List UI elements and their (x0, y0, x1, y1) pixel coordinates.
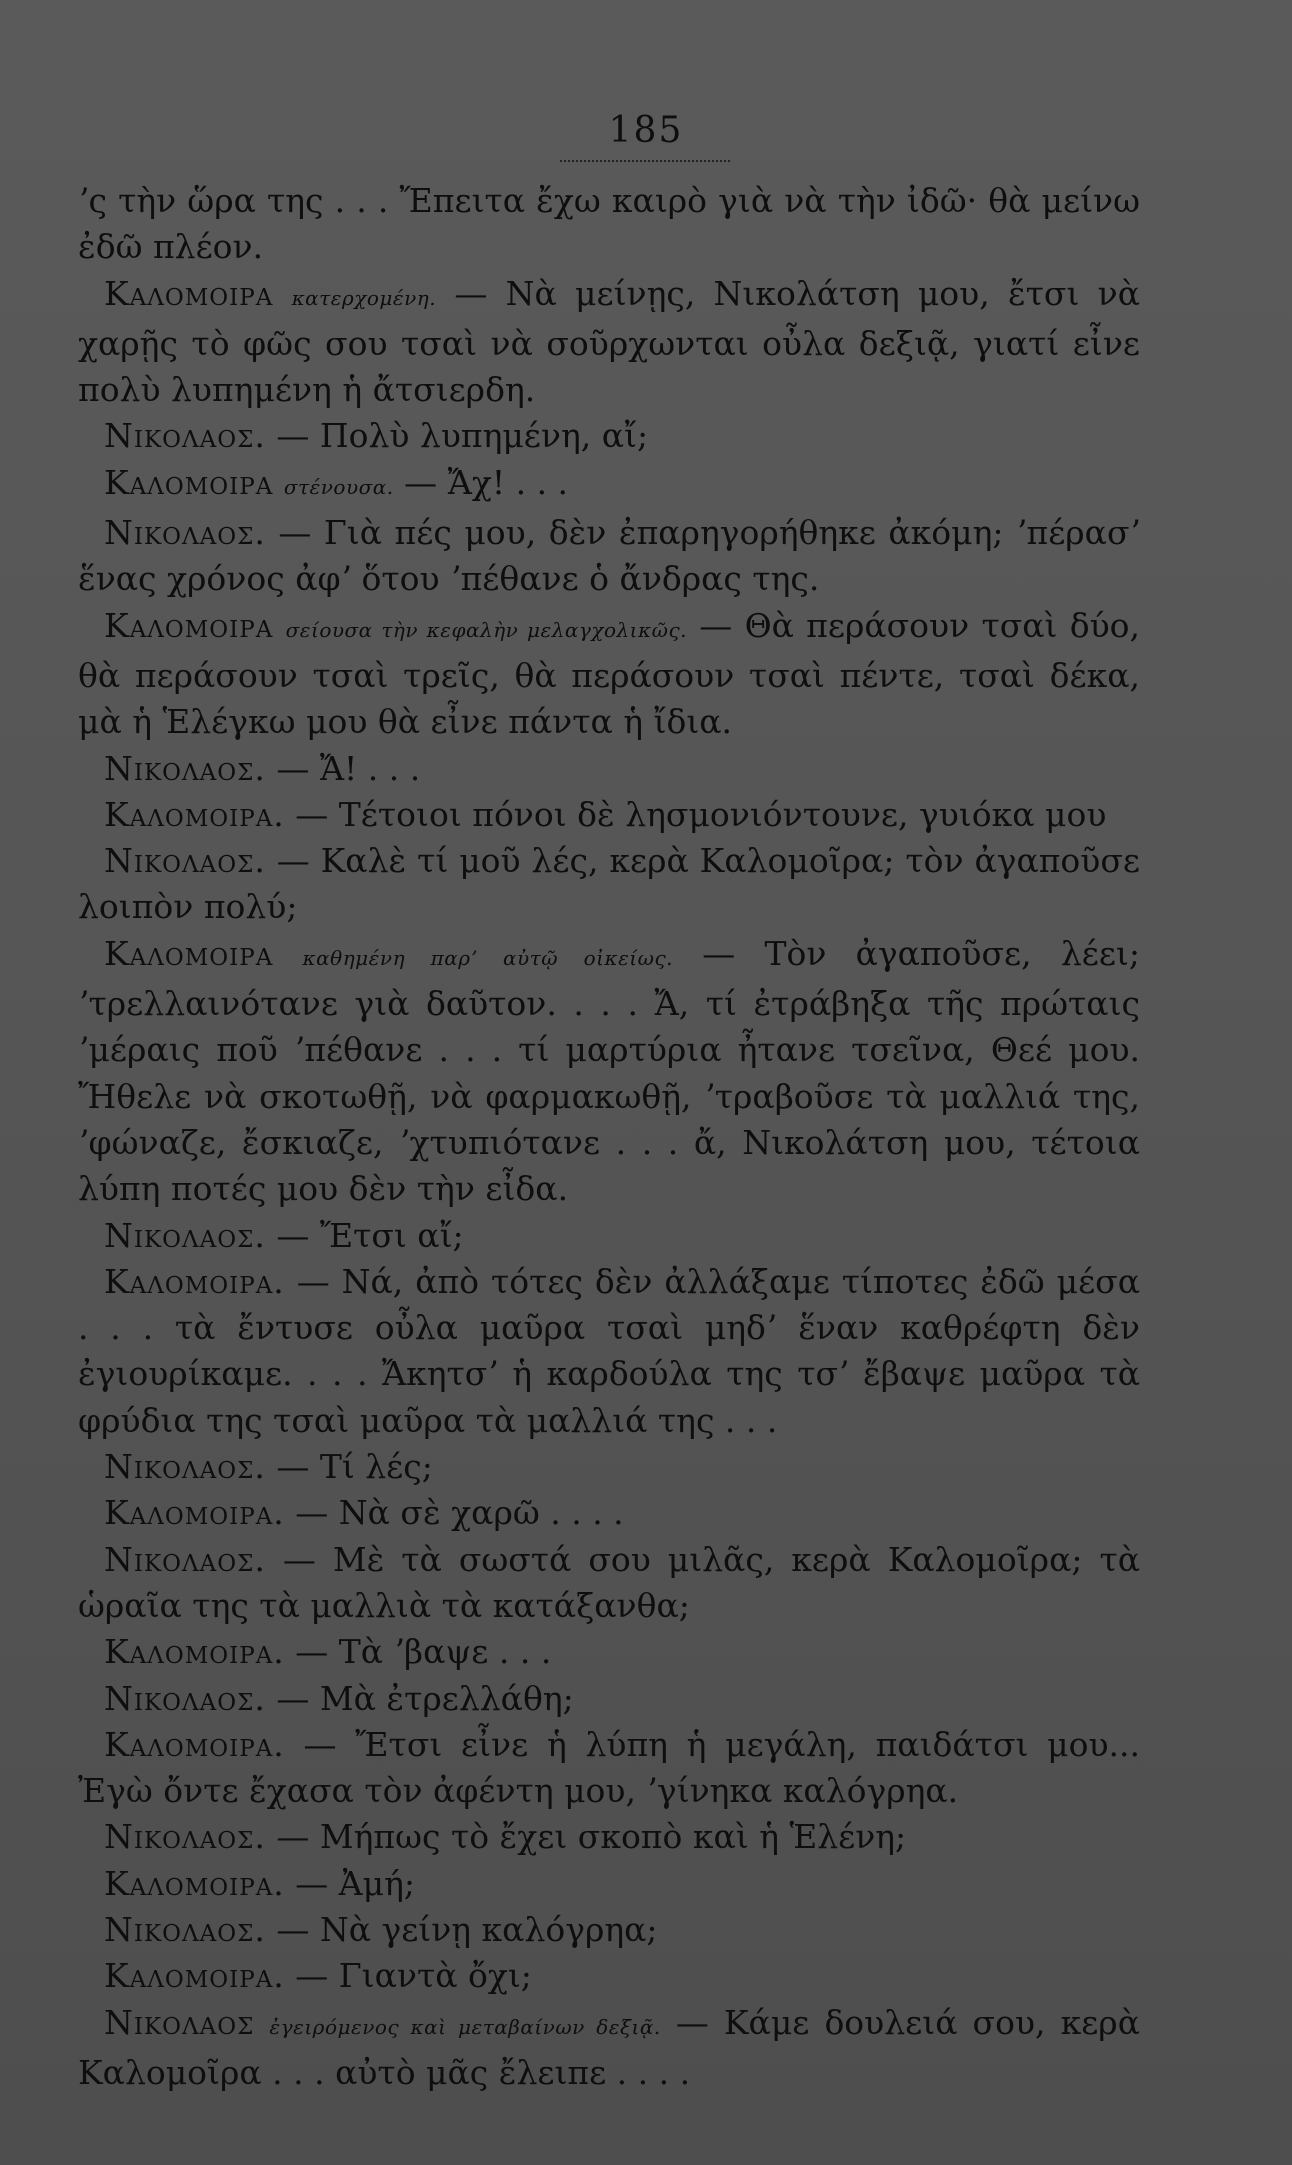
dialogue-paragraph (78, 460, 1140, 510)
speaker-name: Νικολαος. (104, 1678, 266, 1718)
speaker-name: Νικολαος. (104, 513, 266, 553)
dialogue-paragraph (78, 1537, 1140, 1630)
page-number-rule (560, 160, 730, 162)
dialogue-line: — Νὰ σὲ χαρῶ . . . . (295, 1493, 624, 1533)
dialogue-paragraph (78, 1259, 1140, 1444)
dialogue-line: — Θὰ περάσουν τσαὶ δύο, θὰ περάσουν τσαὶ τρεῖς, θὰ περάσουν τσαὶ πέντε, τσαὶ δέκα, μὰ ἡ Ἑλέγκω μου θὰ εἶνε πάντα ἡ ἴδια. (78, 605, 1141, 742)
dialogue-paragraph (78, 1814, 1140, 1860)
dialogue-paragraph (78, 510, 1140, 603)
dialogue-paragraph (78, 746, 1140, 792)
speaker-name: Νικολαος. (104, 416, 266, 456)
speaker-name: Καλομοιρα. (104, 1863, 285, 1903)
dialogue-paragraph (78, 1722, 1140, 1815)
dialogue-paragraph (78, 1861, 1140, 1907)
dialogue-paragraph (78, 1676, 1140, 1722)
dialogue-paragraph (78, 838, 1140, 931)
speaker-name: Καλομοιρα (104, 605, 274, 645)
stage-direction: κατερχομένη. (291, 285, 437, 310)
page-number: 185 (608, 110, 684, 151)
speaker-name: Καλομοιρα. (104, 1261, 285, 1301)
speaker-name: Νικολαος (104, 2002, 255, 2042)
dialogue-line: — Ἄ! . . . (276, 748, 421, 788)
dialogue-line: — Γιὰ πές μου, δὲν ἐπαρηγορήθηκε ἀκόμη; ʼπέρασʼ ἕνας χρόνος ἀφʼ ὅτου ʼπέθανε ὁ ἄνδρας της. (78, 513, 1140, 599)
dialogue-line: — Καλὲ τί μοῦ λές, κερὰ Καλομοῖρα; τὸν ἀγαποῦσε λοιπὸν πολύ; (78, 841, 1140, 927)
dialogue-line: — Μὰ ἐτρελλάθη; (276, 1678, 574, 1718)
speaker-name: Καλομοιρα (104, 273, 274, 313)
dialogue-line: — Τὰ ʼβαψε . . . (295, 1632, 552, 1672)
speaker-name: Νικολαος. (104, 1817, 266, 1857)
dialogue-paragraph (78, 1490, 1140, 1536)
stage-direction: στένουσα. (283, 474, 394, 499)
speaker-name: Καλομοιρα. (104, 1724, 285, 1764)
dialogue-line: ʼς τὴν ὥρα της . . . Ἔπειτα ἔχω καιρὸ γιὰ νὰ τὴν ἰδῶ· θὰ μείνω ἐδῶ πλέον. (78, 181, 1140, 267)
dialogue-line: — Πολὺ λυπημένη, αἴ; (276, 416, 649, 456)
speaker-name: Καλομοιρα (104, 933, 274, 973)
speaker-name: Νικολαος. (104, 1447, 266, 1487)
dialogue-line: — Μήπως τὸ ἔχει σκοπὸ καὶ ἡ Ἑλένη; (276, 1817, 907, 1857)
speaker-name: Νικολαος. (104, 1909, 266, 1949)
dialogue-paragraph (78, 2000, 1140, 2097)
dialogue-line: — Ἀμή; (295, 1863, 415, 1903)
dialogue-line: — Μὲ τὰ σωστά σου μιλᾶς, κερὰ Καλομοῖρα; τὰ ὡραῖα της τὰ μαλλιὰ τὰ κατάξανθα; (78, 1539, 1140, 1625)
dialogue-paragraph (78, 1213, 1140, 1259)
dialogue-line: — Ἄχ! . . . (404, 462, 569, 502)
dialogue-line: — Κάμε δουλειά σου, κερὰ Καλομοῖρα . . . αὐτὸ μᾶς ἔλειπε . . . . (78, 2002, 1140, 2092)
dialogue-paragraph (78, 1444, 1140, 1490)
speaker-name: Νικολαος. (104, 841, 266, 881)
dialogue-paragraph (78, 931, 1140, 1213)
speaker-name: Καλομοιρα. (104, 794, 285, 834)
dialogue-line: — Νὰ μείνῃς, Νικολάτση μου, ἔτσι νὰ χαρῇς τὸ φῶς σου τσαὶ νὰ σοῦρχωνται οὖλα δεξιᾷ, γιατί εἶνε πολὺ λυπημένη ἡ ἄτσιερδη. (78, 273, 1140, 410)
speaker-name: Καλομοιρα. (104, 1493, 285, 1533)
dialogue-text (78, 178, 1140, 2096)
dialogue-line: — Ἔτσι εἶνε ἡ λύπη ἡ μεγάλη, παιδάτσι μου... Ἐγὼ ὄντε ἔχασα τὸν ἀφέντη μου, ʼγίνηκα καλόγρηα. (78, 1724, 1140, 1811)
speaker-name: Καλομοιρα. (104, 1956, 285, 1996)
dialogue-line: — Τὸν ἀγαποῦσε, λέει; ʼτρελλαινότανε γιὰ δαῦτον. . . . Ἄ, τί ἐτράβηξα τῆς πρώταις ʼμέραις ποῦ ʼπέθανε . . . τί μαρτύρια ἦτανε τσεῖνα, Θεέ μου. Ἤθελε νὰ σκοτωθῇ, νὰ φαρμακωθῇ, ʼτραβοῦσε τὰ μαλλιά της, ʼφώναζε, ἔσκιαζε, ʼχτυπιότανε . . . ἄ, Νικολάτση μου, τέτοια λύπη ποτές μου δὲν τὴν εἶδα. (78, 933, 1140, 1209)
speaker-name: Καλομοιρα (104, 462, 274, 502)
speaker-name: Καλομοιρα. (104, 1632, 285, 1672)
stage-direction: καθημένη παρʼ αὐτῷ οἰκείως. (302, 945, 674, 970)
dialogue-line: — Νά, ἀπὸ τότες δὲν ἀλλάξαμε τίποτες ἐδῶ μέσα . . . τὰ ἔντυσε οὖλα μαῦρα τσαὶ μηδʼ ἕναν καθρέφτη δὲν ἐγιουρίκαμε. . . . Ἄκητσʼ ἡ καρδούλα της τσʼ ἔβαψε μαῦρα τὰ φρύδια της τσαὶ μαῦρα τὰ μαλλιά της . . . (78, 1261, 1140, 1440)
dialogue-paragraph (78, 1953, 1140, 1999)
dialogue-line: — Τέτοιοι πόνοι δὲ λησμονιόντουνε, γυιόκα μου (295, 794, 1107, 834)
dialogue-line: — Τί λές; (276, 1447, 433, 1487)
dialogue-line: — Νὰ γείνῃ καλόγρηα; (276, 1909, 658, 1949)
dialogue-paragraph (78, 1629, 1140, 1675)
dialogue-line: — Γιαντὰ ὄχι; (295, 1956, 532, 1996)
dialogue-paragraph (78, 178, 1140, 271)
dialogue-paragraph (78, 413, 1140, 459)
speaker-name: Νικολαος. (104, 1539, 266, 1579)
dialogue-paragraph (78, 603, 1140, 746)
speaker-name: Νικολαος. (104, 1215, 266, 1255)
dialogue-paragraph (78, 271, 1140, 414)
dialogue-paragraph (78, 792, 1140, 838)
dialogue-paragraph (78, 1907, 1140, 1953)
stage-direction: ἐγειρόμενος καὶ μεταβαίνων δεξιᾷ. (269, 2014, 661, 2039)
speaker-name: Νικολαος. (104, 748, 266, 788)
dialogue-line: — Ἔτσι αἴ; (276, 1215, 464, 1255)
stage-direction: σείουσα τὴν κεφαλὴν μελαγχολικῶς. (285, 617, 688, 642)
